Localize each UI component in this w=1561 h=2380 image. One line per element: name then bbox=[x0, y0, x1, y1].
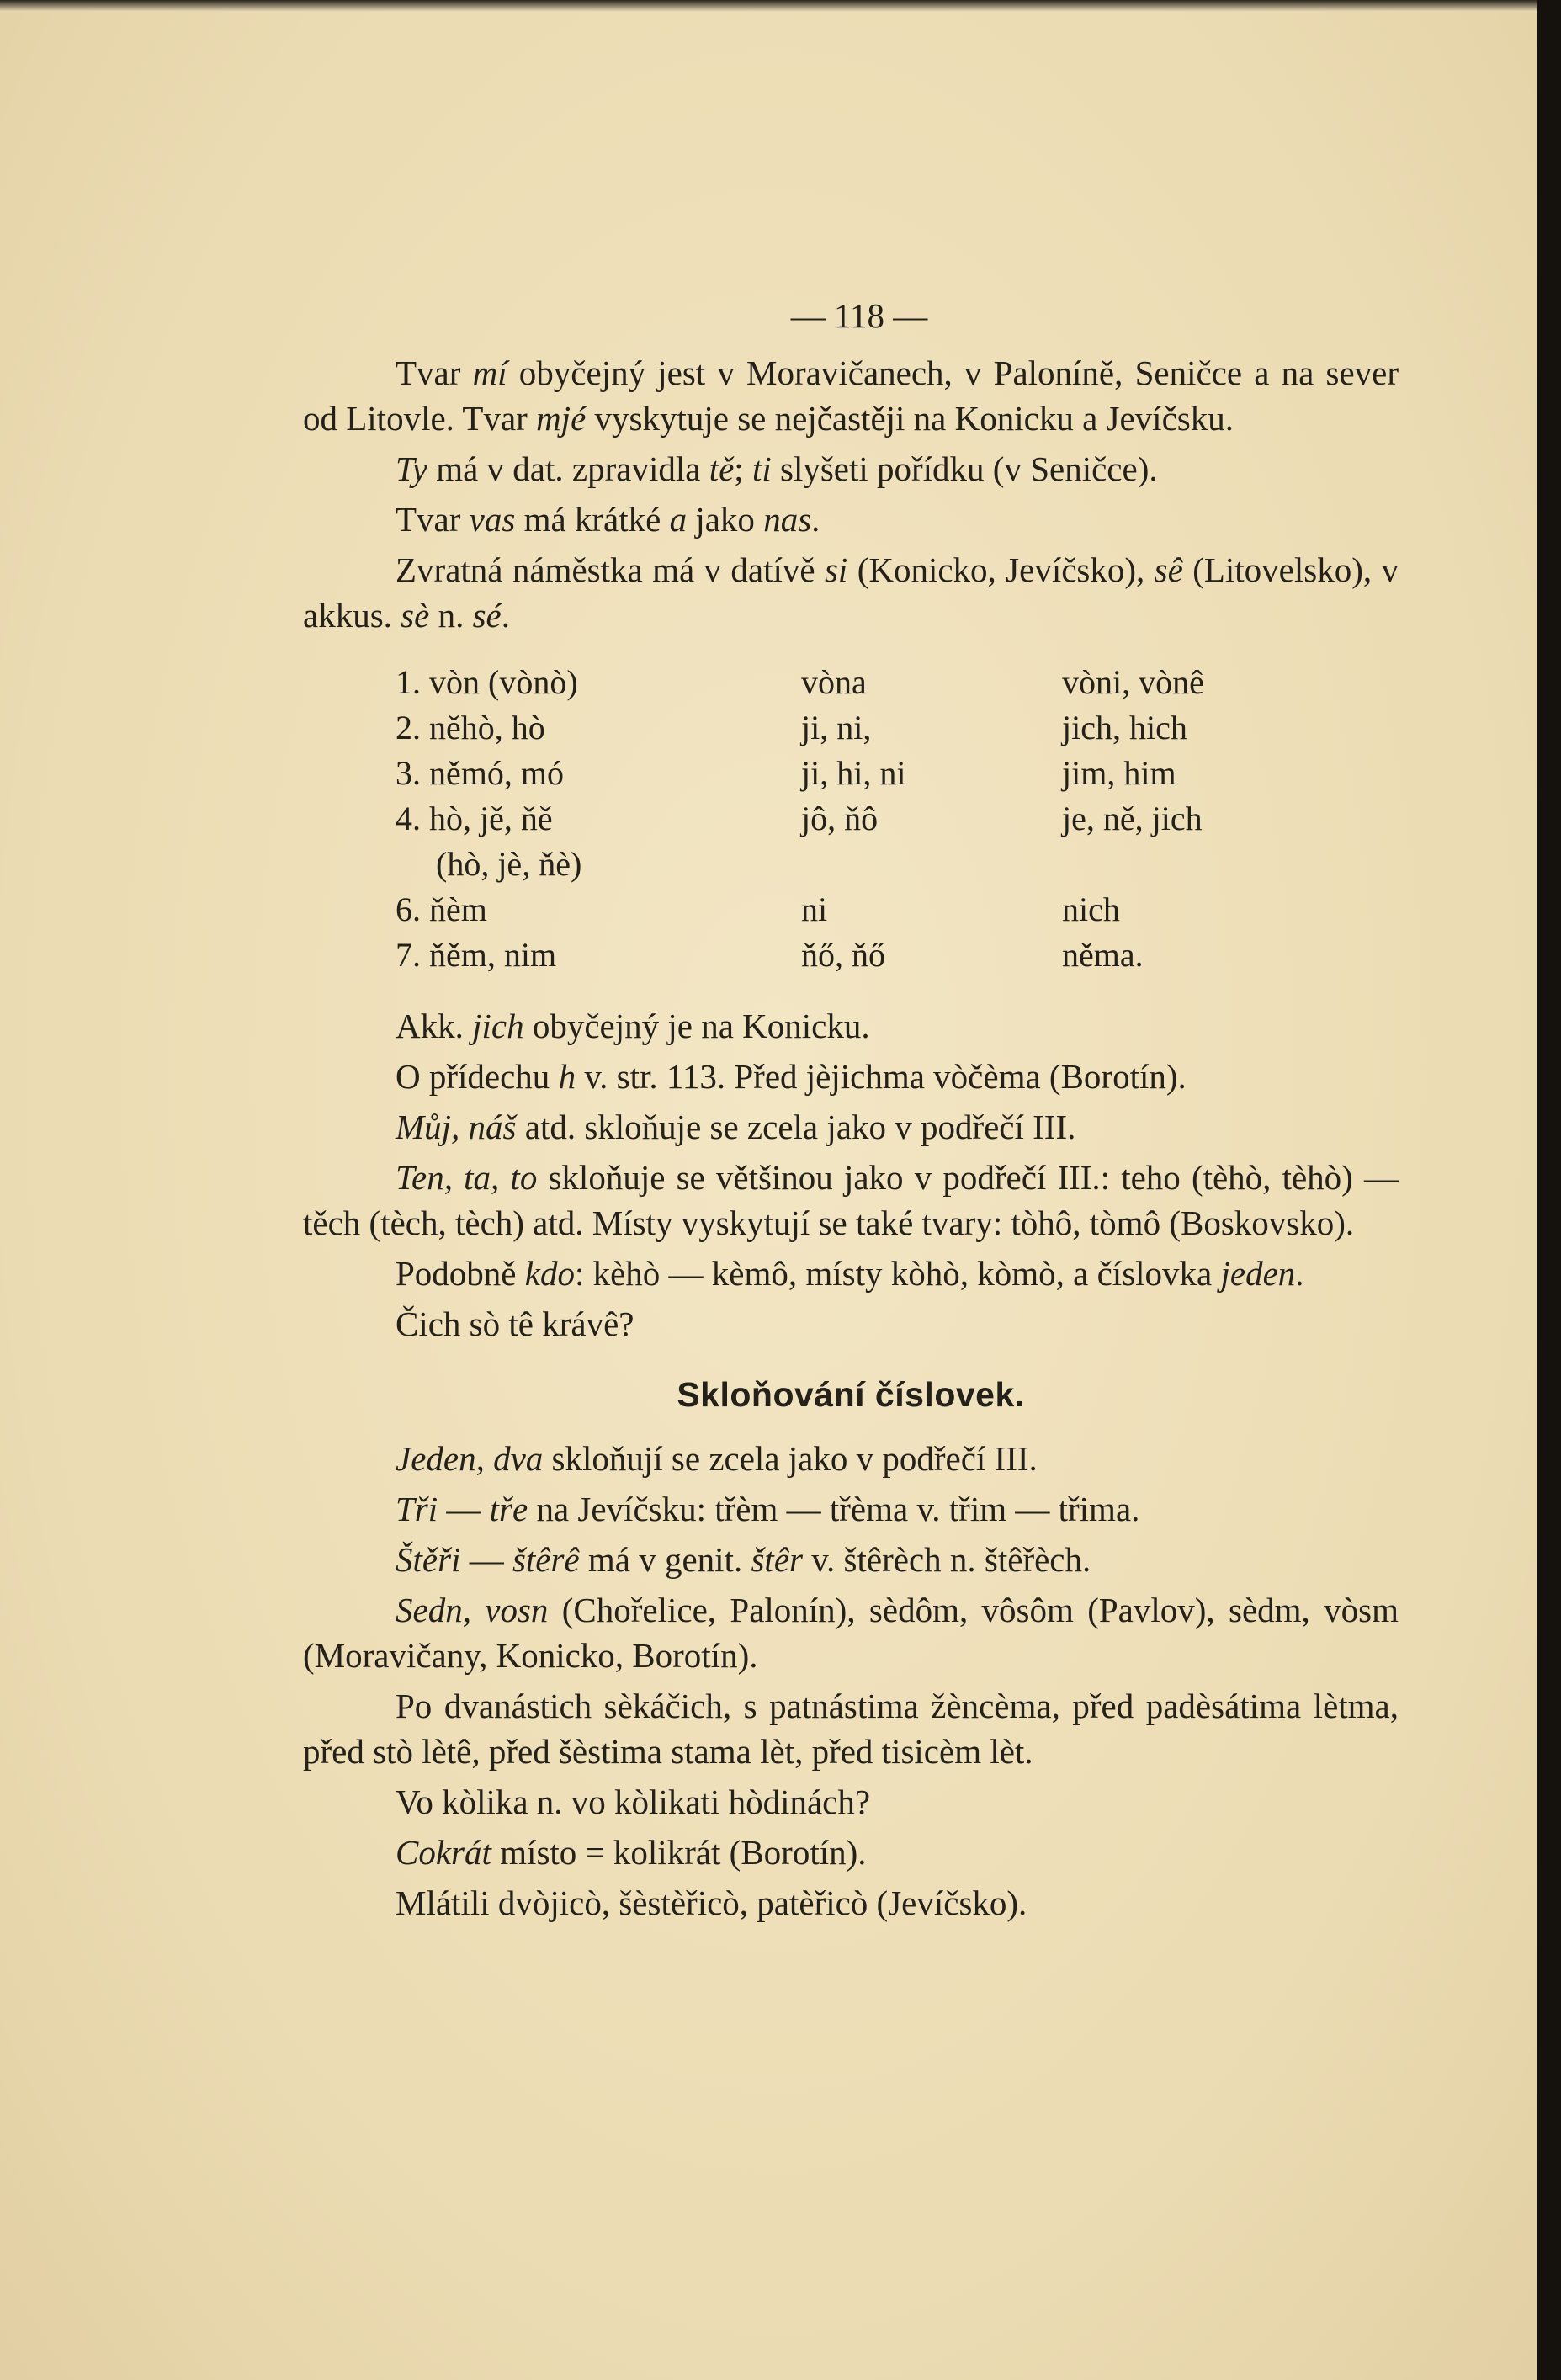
declension-cell: jim, him bbox=[1062, 754, 1176, 792]
text-run: Čich sò tê krávê? bbox=[396, 1304, 634, 1343]
page-right-edge bbox=[1537, 0, 1561, 2380]
text-run: jako bbox=[687, 500, 764, 539]
paragraph-zvratna bbox=[303, 547, 1399, 638]
paragraph-sedn bbox=[303, 1587, 1399, 1678]
paragraph-kolika bbox=[303, 1779, 1399, 1825]
italic-term: si bbox=[824, 550, 848, 589]
text-run: Po dvanástich sèkáčich, s patnástima žèncèma, před padèsátima lètma, před stò lètê, před šèstima stama lèt, před tisicèm lèt. bbox=[303, 1687, 1399, 1771]
text-run: . bbox=[811, 500, 820, 539]
declension-cell: jô, ňô bbox=[801, 800, 879, 837]
declension-cell: 1. vòn (vònò) bbox=[396, 663, 578, 701]
text-run: na Jevíčsku: třèm — třèma v. třim — třima. bbox=[528, 1490, 1140, 1528]
text-run: místo = kolikrát (Borotín). bbox=[491, 1833, 867, 1872]
text-run: atd. skloňuje se zcela jako v podřečí III. bbox=[516, 1108, 1076, 1146]
paragraph-tri bbox=[303, 1486, 1399, 1532]
text-run: má v genit. bbox=[579, 1540, 751, 1579]
text-run: obyčejný je na Konicku. bbox=[523, 1007, 870, 1045]
declension-cell: 6. ňèm bbox=[396, 890, 487, 928]
text-run: (Chořelice, Palonín), sèdôm, vôsôm (Pavlov), sèdm, vòsm (Moravičany, Konicko, Borotín). bbox=[303, 1591, 1399, 1675]
text-run: . bbox=[501, 596, 510, 635]
declension-row bbox=[396, 842, 1399, 887]
text-run: (Konicko, Jevíčsko), bbox=[847, 550, 1155, 589]
italic-term: tře bbox=[489, 1490, 528, 1528]
paragraph-pridech bbox=[303, 1054, 1399, 1099]
declension-cell: ji, hi, ni bbox=[801, 754, 906, 792]
text-run: vyskytuje se nejčastěji na Konicku a Jevíčsku. bbox=[586, 399, 1234, 438]
declension-table bbox=[396, 660, 1399, 978]
text-run: má krátké bbox=[515, 500, 670, 539]
paragraph-dvanastich bbox=[303, 1683, 1399, 1774]
declension-row bbox=[396, 887, 1399, 932]
paragraph-jeden-dva bbox=[303, 1436, 1399, 1481]
text-run: Akk. bbox=[396, 1007, 473, 1045]
italic-term: sê bbox=[1154, 550, 1183, 589]
declension-cell: vòni, vònê bbox=[1062, 663, 1204, 701]
text-run: Vo kòlika n. vo kòlikati hòdinách? bbox=[396, 1782, 871, 1821]
text-run: Tvar bbox=[396, 500, 470, 539]
italic-term: vas bbox=[469, 500, 516, 539]
declension-cell: jich, hich bbox=[1062, 709, 1187, 746]
text-run: Zvratná náměstka má v datívě bbox=[396, 550, 825, 589]
page-top-shadow bbox=[0, 0, 1561, 12]
text-run: Podobně bbox=[396, 1254, 525, 1293]
text-run: skloňuje se většinou jako v podřečí III.: teho (tèhò, tèhò) — těch (tèch, tèch) atd. Místy vyskytují se také tvary: tòhô, tòmô (Boskovsko). bbox=[303, 1158, 1399, 1242]
italic-term: tě bbox=[709, 449, 735, 488]
page-text bbox=[303, 293, 1399, 1926]
italic-term: jich bbox=[472, 1007, 524, 1045]
italic-term: Štěři bbox=[396, 1540, 461, 1579]
declension-cell: nich bbox=[1062, 890, 1120, 928]
section-heading: Skloňování číslovek. bbox=[677, 1375, 1025, 1414]
declension-row bbox=[396, 932, 1399, 978]
declension-row bbox=[396, 705, 1399, 751]
text-run: — bbox=[460, 1540, 512, 1579]
italic-term: mí bbox=[472, 353, 507, 392]
text-run: má v dat. zpravidla bbox=[427, 449, 709, 488]
declension-cell: 2. něhò, hò bbox=[396, 709, 545, 746]
declension-cell: ňő, ňő bbox=[801, 936, 885, 974]
italic-term: ti bbox=[751, 449, 772, 488]
italic-term: h bbox=[558, 1057, 576, 1096]
italic-term: Ty bbox=[396, 449, 427, 488]
italic-term: Cokrát bbox=[396, 1833, 491, 1872]
paragraph-tvar-mi bbox=[303, 350, 1399, 441]
italic-term: kdo bbox=[524, 1254, 575, 1293]
paragraph-tvar-vas bbox=[303, 497, 1399, 542]
text-run: Mlátili dvòjicò, šèstèřicò, patèřicò (Jevíčsko). bbox=[396, 1883, 1027, 1922]
italic-term: sè bbox=[401, 596, 430, 635]
text-run: — bbox=[438, 1490, 490, 1528]
declension-cell: ji, ni, bbox=[801, 709, 872, 746]
text-run: . bbox=[1295, 1254, 1304, 1293]
paragraph-cich bbox=[303, 1301, 1399, 1347]
text-run: Tvar bbox=[396, 353, 473, 392]
italic-term: sé bbox=[472, 596, 502, 635]
text-run: O přídechu bbox=[396, 1057, 559, 1096]
paragraph-steri bbox=[303, 1537, 1399, 1582]
text-run: obyčejný jest v Moravičanech, v Paloníně, Seničce a na sever od Litovle. Tvar bbox=[303, 353, 1399, 438]
italic-term: štêr bbox=[751, 1540, 803, 1579]
declension-cell: ni bbox=[801, 890, 828, 928]
paragraph-ty bbox=[303, 446, 1399, 491]
declension-row bbox=[396, 751, 1399, 796]
italic-term: Tři bbox=[396, 1490, 438, 1528]
text-run: skloňují se zcela jako v podřečí III. bbox=[543, 1439, 1038, 1478]
declension-cell: (hò, jè, ňè) bbox=[436, 845, 582, 883]
page-number: — 118 — bbox=[790, 296, 928, 335]
text-run: v. str. 113. Před jèjichma vòčèma (Borotín). bbox=[576, 1057, 1187, 1096]
paragraph-cokrat bbox=[303, 1830, 1399, 1875]
text-run: (Litovelsko), v akkus. bbox=[303, 550, 1399, 635]
declension-row bbox=[396, 796, 1399, 842]
paragraph-kdo bbox=[303, 1251, 1399, 1296]
paragraph-akk bbox=[303, 1003, 1399, 1049]
text-run: : kèhò — kèmô, místy kòhò, kòmò, a číslovka bbox=[574, 1254, 1221, 1293]
italic-term: Ten, ta, to bbox=[396, 1158, 538, 1197]
declension-cell: něma. bbox=[1062, 936, 1144, 974]
declension-cell: je, ně, jich bbox=[1062, 800, 1203, 837]
italic-term: mjé bbox=[536, 399, 587, 438]
italic-term: štêrê bbox=[512, 1540, 580, 1579]
paragraph-mlatili bbox=[303, 1880, 1399, 1926]
text-run: v. štêrèch n. štêřèch. bbox=[802, 1540, 1091, 1579]
italic-term: Jeden, dva bbox=[396, 1439, 544, 1478]
declension-cell: 3. němó, mó bbox=[396, 754, 564, 792]
declension-cell bbox=[842, 842, 1102, 887]
declension-cell: vòna bbox=[801, 663, 867, 701]
paragraph-ten bbox=[303, 1155, 1399, 1246]
italic-term: Sedn, vosn bbox=[396, 1591, 549, 1629]
declension-cell: 4. hò, jě, ňě bbox=[396, 800, 553, 837]
declension-cell: 7. ňěm, nim bbox=[396, 936, 557, 974]
text-run: n. bbox=[429, 596, 473, 635]
text-run: slyšeti pořídku (v Seničce). bbox=[771, 449, 1158, 488]
italic-term: jeden bbox=[1220, 1254, 1296, 1293]
italic-term: Můj, náš bbox=[396, 1108, 517, 1146]
declension-row bbox=[396, 660, 1399, 705]
italic-term: a bbox=[669, 500, 688, 539]
text-run: ; bbox=[734, 449, 752, 488]
paragraph-muj bbox=[303, 1104, 1399, 1150]
italic-term: nas bbox=[763, 500, 812, 539]
declension-cell bbox=[1102, 842, 1399, 887]
